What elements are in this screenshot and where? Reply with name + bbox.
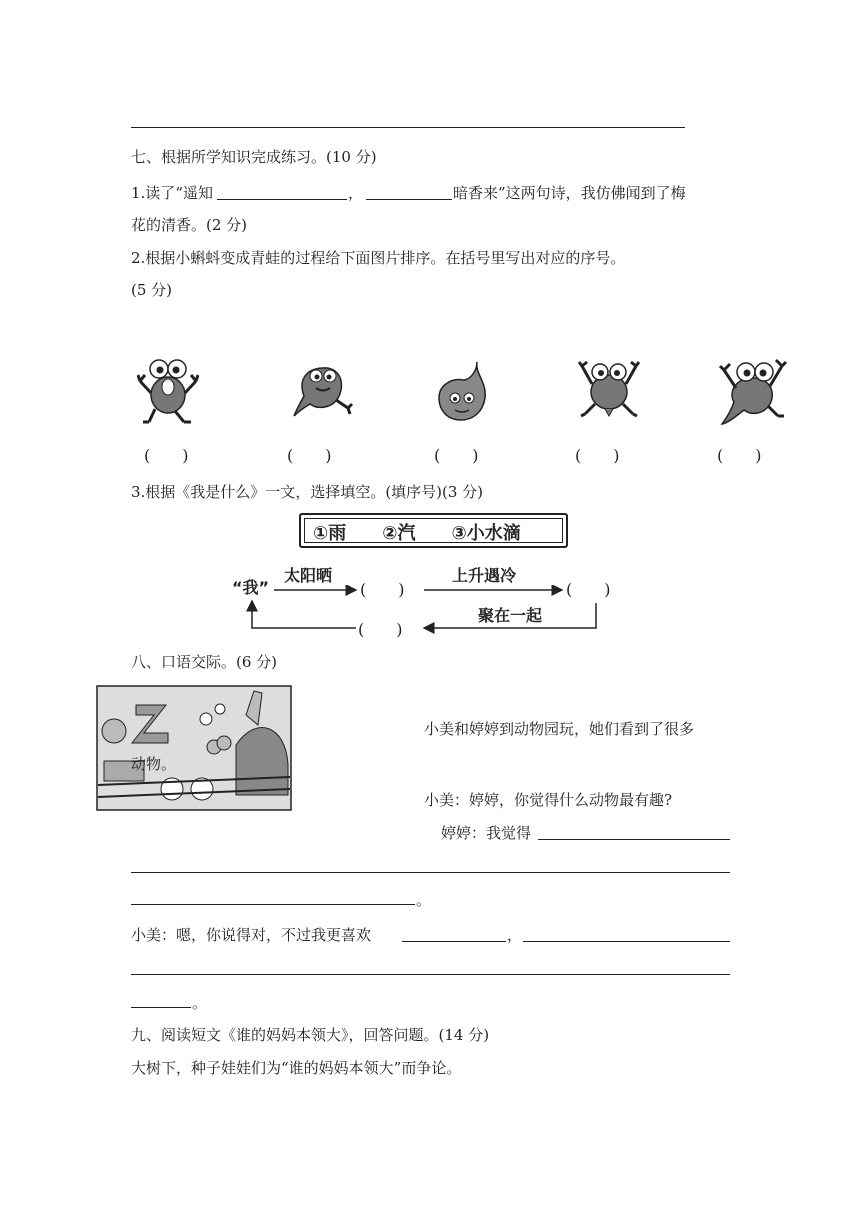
frog-with-tail-icon [577, 354, 641, 420]
diagram-me: “我” [232, 578, 270, 597]
dialog-xiaomei-b: 小美：嗯，你说得对，不过我更喜欢 [131, 926, 372, 944]
xiaomei-blank-3[interactable] [131, 974, 730, 975]
q1-text-c: 花的清香。(2 分) [131, 216, 248, 234]
diagram-rise-label: 上升遇冷 [452, 566, 517, 585]
options-text: ①雨 ②汽 ③小水滴 [313, 523, 521, 544]
diagram-blank-1[interactable]: ( ) [360, 580, 405, 599]
section9-line1: 大树下，种子娃娃们为“谁的妈妈本领大”而争论。 [131, 1059, 462, 1077]
diagram-blank-3[interactable]: ( ) [358, 620, 403, 639]
xiaomei-blank-2[interactable] [523, 941, 730, 942]
dialog-xiaomei-question: 小美：婷婷，你觉得什么动物最有趣? [424, 791, 673, 809]
diagram-arrows [244, 585, 604, 635]
diagram-blank-2[interactable]: ( ) [566, 580, 611, 599]
tingting-blank-1[interactable] [538, 839, 730, 840]
order-paren-2[interactable]: ( ) [287, 446, 332, 465]
tingting-blank-3[interactable] [131, 904, 415, 905]
order-paren-3[interactable]: ( ) [434, 446, 479, 465]
xiaomei-blank-4[interactable] [131, 1007, 191, 1008]
order-paren-5[interactable]: ( ) [717, 446, 762, 465]
dialog-tingting-a: 婷婷：我觉得 [441, 824, 532, 842]
zoo-picture [96, 685, 292, 811]
top-answer-line [131, 127, 685, 128]
tadpole-icon [437, 360, 491, 422]
q1-text-a: 1.读了“遥知 [131, 184, 213, 202]
tadpole-two-legs-icon [292, 360, 354, 420]
section7-title: 七、根据所学知识完成练习。(10 分) [131, 148, 377, 166]
q1-blank-1[interactable] [217, 199, 347, 200]
q2-text-b: (5 分) [131, 281, 173, 299]
q2-text-a: 2.根据小蝌蚪变成青蛙的过程给下面图片排序。在括号里写出对应的序号。 [131, 249, 626, 267]
dialog-intro-a: 小美和婷婷到动物园玩，她们看到了很多 [424, 720, 695, 738]
section8-title: 八、口语交际。(6 分) [131, 653, 278, 671]
dialog-intro-b: 动物。 [131, 755, 177, 773]
options-box [299, 513, 568, 548]
xiaomei-blank-1[interactable] [402, 941, 506, 942]
frog-adult-icon [137, 355, 199, 425]
order-paren-4[interactable]: ( ) [575, 446, 620, 465]
xiaomei-comma: ， [507, 926, 523, 944]
order-paren-1[interactable]: ( ) [144, 446, 189, 465]
tingting-period: 。 [416, 891, 432, 909]
diagram-gather-label: 聚在一起 [478, 606, 543, 625]
q3-text: 3.根据《我是什么》一文，选择填空。(填序号)(3 分) [131, 483, 484, 501]
tingting-blank-2[interactable] [131, 872, 730, 873]
q1-comma: ， [348, 184, 364, 202]
section9-title: 九、阅读短文《谁的妈妈本领大》，回答问题。(14 分) [131, 1026, 490, 1044]
froglet-icon [718, 352, 788, 426]
xiaomei-period: 。 [192, 994, 208, 1012]
diagram-sun-label: 太阳晒 [284, 566, 333, 585]
q1-blank-2[interactable] [366, 199, 452, 200]
q1-text-b: 暗香来”这两句诗，我仿佛闻到了梅 [453, 184, 686, 202]
